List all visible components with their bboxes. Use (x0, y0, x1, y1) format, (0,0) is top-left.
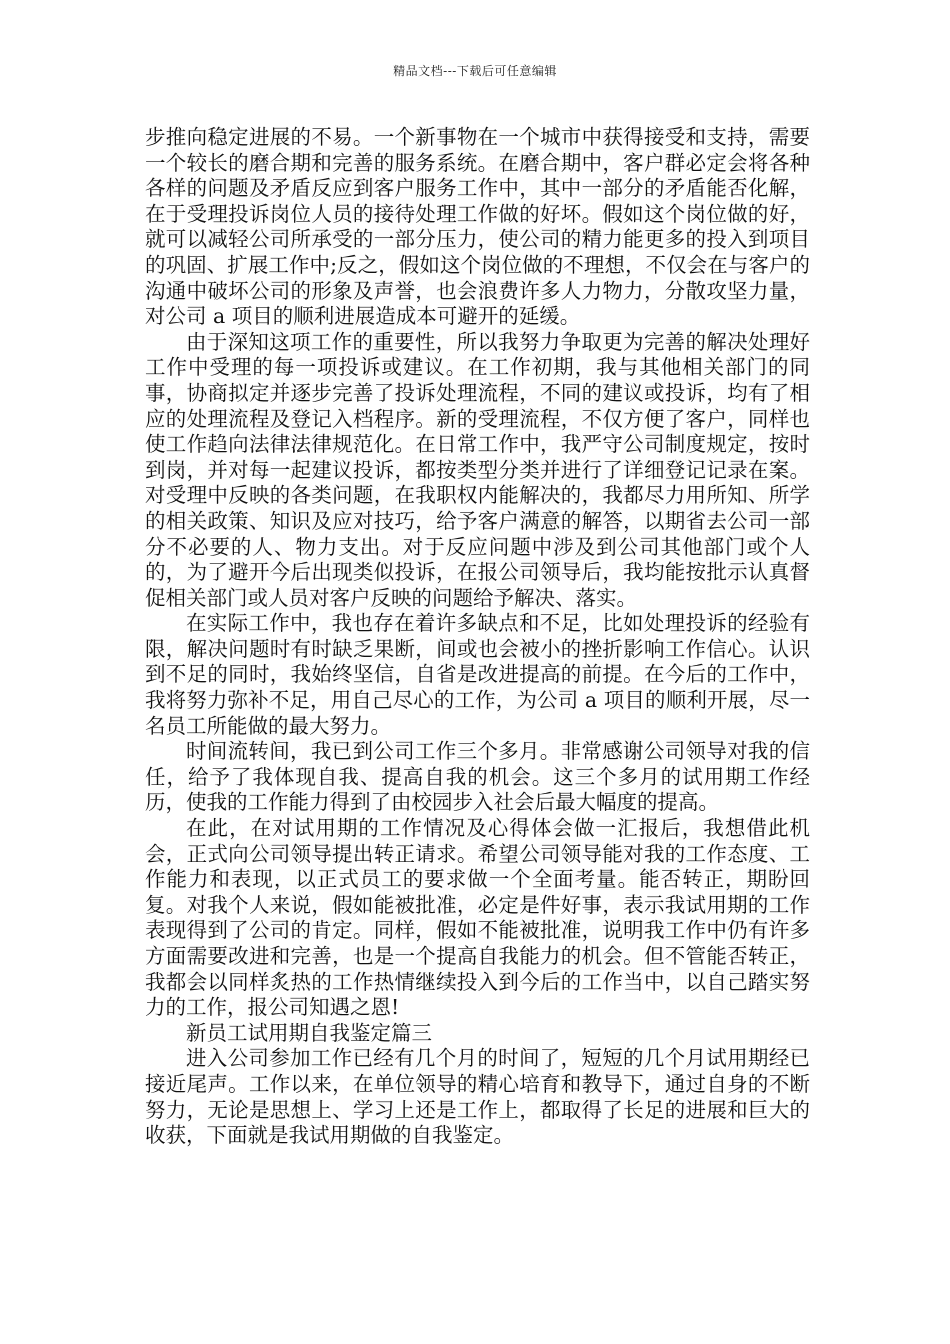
section-heading: 新员工试用期自我鉴定篇三 (186, 1020, 432, 1045)
paragraph-6: 进入公司参加工作已经有几个月的时间了，短短的几个月试用期经已接近尾声。工作以来，在单位领导的精心培育和教导下，通过自身的不断努力，无论是思想上、学习上还是工作上，都取得了长足的进展和巨大的收获，下面就是我试用期做的自我鉴定。 (145, 1046, 810, 1148)
paragraph-2: 由于深知这项工作的重要性，所以我努力争取更为完善的解决处理好工作中受理的每一项投诉或建议。在工作初期，我与其他相关部门的同事，协商拟定并逐步完善了投诉处理流程，不同的建议或投诉，均有了相应的处理流程及登记入档程序。新的受理流程，不仅方便了客户，同样也使工作趋向法律法律规范化。在日常工作中，我严守公司制度规定，按时到岗，并对每一起建议投诉，都按类型分类并进行了详细登记记录在案。对受理中反映的各类问题，在我职权内能解决的，我都尽力用所知、所学的相关政策、知识及应对技巧，给予客户满意的解答，以期省去公司一部分不必要的人、物力支出。对于反应问题中涉及到公司其他部门或个人的，为了避开今后出现类似投诉，在报公司领导后，我均能按批示认真督促相关部门或人员对客户反映的问题给予解决、落实。 (145, 329, 810, 610)
paragraph-4: 时间流转间，我已到公司工作三个多月。非常感谢公司领导对我的信任，给予了我体现自我、提高自我的机会。这三个多月的试用期工作经历，使我的工作能力得到了由校园步入社会后最大幅度的提高。 (145, 739, 810, 815)
document-body (145, 125, 810, 1149)
page-header: 精品文档---下载后可任意编辑 (393, 64, 557, 78)
paragraph-1: 步推向稳定进展的不易。一个新事物在一个城市中获得接受和支持，需要一个较长的磨合期和完善的服务系统。在磨合期中，客户群必定会将各种各样的问题及矛盾反应到客户服务工作中，其中一部分的矛盾能否化解，在于受理投诉岗位人员的接待处理工作做的好坏。假如这个岗位做的好，就可以减轻公司所承受的一部分压力，使公司的精力能更多的投入到项目的巩固、扩展工作中;反之，假如这个岗位做的不理想，不仅会在与客户的沟通中破坏公司的形象及声誉，也会浪费许多人力物力，分散攻坚力量，对公司 a 项目的顺利进展造成本可避开的延缓。 (145, 125, 810, 329)
paragraph-3: 在实际工作中，我也存在着许多缺点和不足，比如处理投诉的经验有限，解决问题时有时缺乏果断，间或也会被小的挫折影响工作信心。认识到不足的同时，我始终坚信，自省是改进提高的前提。在今后的工作中，我将努力弥补不足，用自己尽心的工作，为公司 a 项目的顺利开展，尽一名员工所能做的最大努力。 (145, 611, 810, 738)
paragraph-5: 在此，在对试用期的工作情况及心得体会做一汇报后，我想借此机会，正式向公司领导提出转正请求。希望公司领导能对我的工作态度、工作能力和表现，以正式员工的要求做一个全面考量。能否转正，期盼回复。对我个人来说，假如能被批准，必定是件好事，表示我试用期的工作表现得到了公司的肯定。同样，假如不能被批准，说明我工作中仍有许多方面需要改进和完善，也是一个提高自我能力的机会。但不管能否转正，我都会以同样炙热的工作热情继续投入到今后的工作当中，以自己踏实努力的工作，报公司知遇之恩! (145, 816, 810, 1020)
